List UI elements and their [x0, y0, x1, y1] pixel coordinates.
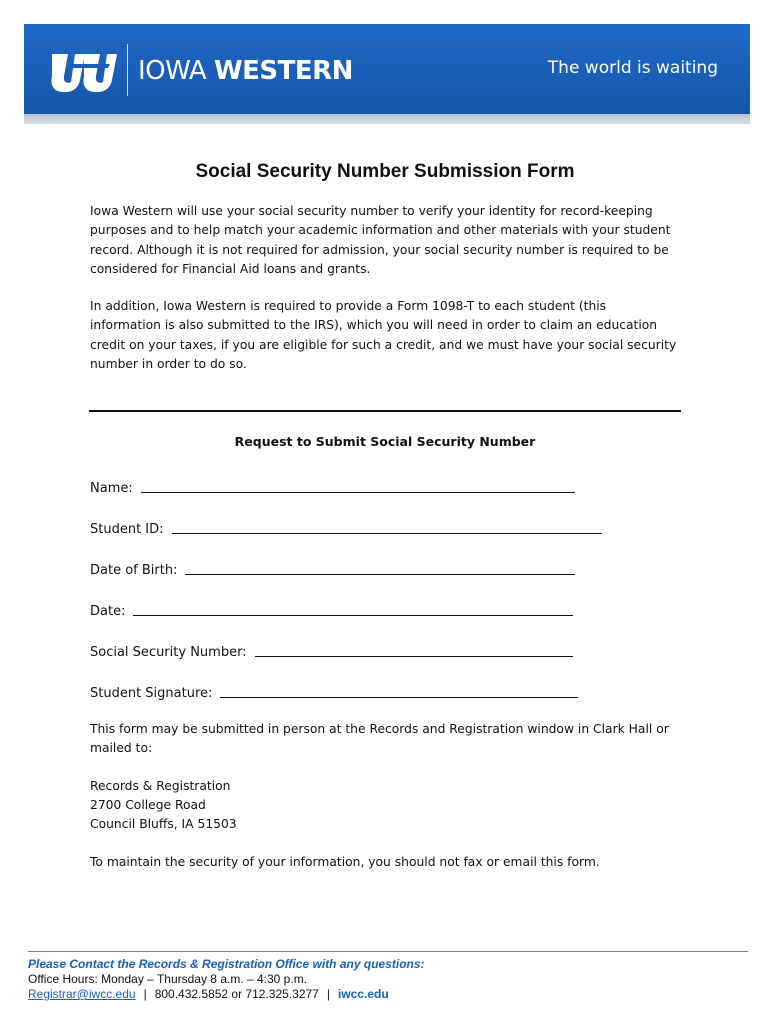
- student-id-field[interactable]: [90, 517, 602, 537]
- header-banner-shadow: [24, 114, 750, 124]
- student-id-label: Student ID:: [90, 522, 164, 537]
- address-line-2: 2700 College Road: [90, 798, 206, 812]
- address-line-3: Council Bluffs, IA 51503: [90, 817, 237, 831]
- signature-label: Student Signature:: [90, 686, 213, 701]
- logo-wordmark: [138, 56, 353, 86]
- name-label: Name:: [90, 481, 133, 496]
- intro-paragraph-1: Iowa Western will use your social security number to verify your identity for record-keeping purposes and to help match your academic information and other materials with your student record. Although it is not required for admission, your social security number is required to be considered for Financial Aid loans and grants.: [90, 204, 671, 276]
- date-of-birth-field[interactable]: [90, 558, 575, 578]
- security-note: To maintain the security of your information, you should not fax or email this form.: [90, 855, 600, 869]
- ssn-input-line[interactable]: [255, 642, 573, 657]
- footer-separator-2: |: [326, 987, 330, 1001]
- name-input-line[interactable]: [141, 478, 575, 493]
- form-title: Social Security Number Submission Form: [195, 161, 575, 182]
- footer-office-hours: Office Hours: Monday – Thursday 8 a.m. – 4:30 p.m.: [28, 972, 308, 986]
- footer-contact-line: [28, 987, 389, 1001]
- iowa-western-logo-icon: [50, 50, 118, 94]
- date-input-line[interactable]: [133, 601, 573, 616]
- address-line-1: Records & Registration: [90, 779, 231, 793]
- footer-question: Please Contact the Records & Registration Office with any questions:: [28, 957, 425, 971]
- footer-divider: [28, 951, 748, 952]
- name-field[interactable]: [90, 476, 575, 496]
- logo-divider: [127, 44, 128, 96]
- ssn-label: Social Security Number:: [90, 645, 247, 660]
- section-divider: [89, 410, 681, 412]
- header-tagline: The world is waiting: [547, 58, 718, 78]
- website-link[interactable]: iwcc.edu: [337, 987, 389, 1001]
- ssn-field[interactable]: [90, 640, 573, 660]
- submission-note: This form may be submitted in person at the Records and Registration window in Clark Hall or mailed to:: [90, 722, 669, 756]
- date-field[interactable]: [90, 599, 573, 619]
- section-heading: Request to Submit Social Security Number: [234, 434, 536, 449]
- signature-field[interactable]: [90, 681, 578, 701]
- date-of-birth-label: Date of Birth:: [90, 563, 178, 578]
- signature-input-line[interactable]: [220, 683, 578, 698]
- student-id-input-line[interactable]: [172, 519, 602, 534]
- footer-separator-1: |: [143, 987, 147, 1001]
- date-label: Date:: [90, 604, 126, 619]
- registrar-email-link[interactable]: Registrar@iwcc.edu: [28, 987, 136, 1001]
- footer-phone: 800.432.5852 or 712.325.3277: [154, 987, 319, 1001]
- date-of-birth-input-line[interactable]: [185, 560, 575, 575]
- logo-wordmark-light: IOWA: [138, 56, 214, 86]
- intro-paragraph-2: In addition, Iowa Western is required to provide a Form 1098-T to each student (this information is also submitted to the IRS), which you will need in order to claim an education credit on your taxes, if you are eligible for such a credit, and we must have your social security number in order to do so.: [90, 299, 677, 371]
- logo-wordmark-bold: WESTERN: [213, 56, 353, 86]
